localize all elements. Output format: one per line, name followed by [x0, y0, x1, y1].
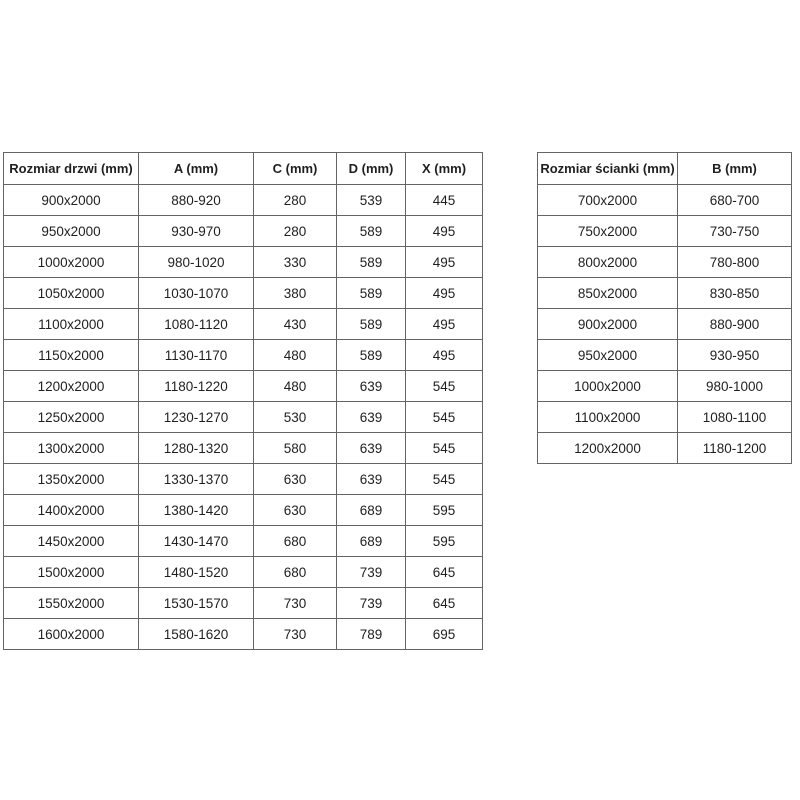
table-cell: 530	[254, 402, 337, 433]
table-row	[538, 216, 792, 247]
table-cell: 730	[254, 619, 337, 650]
table-cell: 1180-1200	[678, 433, 792, 464]
table-cell: 639	[337, 464, 406, 495]
table-cell: 595	[406, 526, 483, 557]
table-row	[538, 371, 792, 402]
table-cell: 589	[337, 247, 406, 278]
table-cell: 580	[254, 433, 337, 464]
table-cell: 495	[406, 309, 483, 340]
table-cell: 495	[406, 247, 483, 278]
table-cell: 789	[337, 619, 406, 650]
table-cell: 380	[254, 278, 337, 309]
table-cell: 589	[337, 216, 406, 247]
table-cell: 880-920	[139, 185, 254, 216]
table-row	[4, 309, 483, 340]
table-row	[4, 185, 483, 216]
table-cell: 589	[337, 278, 406, 309]
table-cell: 780-800	[678, 247, 792, 278]
table-cell: 930-970	[139, 216, 254, 247]
table-cell: 700x2000	[538, 185, 678, 216]
wall-size-table	[537, 152, 792, 464]
column-header: A (mm)	[139, 153, 254, 185]
table-cell: 1300x2000	[4, 433, 139, 464]
table-cell: 739	[337, 557, 406, 588]
table-cell: 880-900	[678, 309, 792, 340]
table-cell: 1530-1570	[139, 588, 254, 619]
table-cell: 689	[337, 526, 406, 557]
table-cell: 980-1000	[678, 371, 792, 402]
table-cell: 480	[254, 371, 337, 402]
table-cell: 495	[406, 216, 483, 247]
table-row	[4, 216, 483, 247]
table-row	[4, 433, 483, 464]
table-cell: 1080-1100	[678, 402, 792, 433]
table-cell: 480	[254, 340, 337, 371]
table-cell: 1050x2000	[4, 278, 139, 309]
table-cell: 1400x2000	[4, 495, 139, 526]
table-cell: 1480-1520	[139, 557, 254, 588]
table-cell: 680	[254, 526, 337, 557]
table-row	[538, 402, 792, 433]
wall-size-table-header-row	[538, 153, 792, 185]
table-cell: 1150x2000	[4, 340, 139, 371]
table-cell: 1000x2000	[4, 247, 139, 278]
column-header: Rozmiar drzwi (mm)	[4, 153, 139, 185]
table-cell: 589	[337, 309, 406, 340]
table-cell: 800x2000	[538, 247, 678, 278]
table-row	[4, 464, 483, 495]
table-cell: 930-950	[678, 340, 792, 371]
table-cell: 545	[406, 402, 483, 433]
table-cell: 589	[337, 340, 406, 371]
column-header: C (mm)	[254, 153, 337, 185]
table-cell: 545	[406, 464, 483, 495]
table-cell: 1500x2000	[4, 557, 139, 588]
table-cell: 950x2000	[538, 340, 678, 371]
table-cell: 1350x2000	[4, 464, 139, 495]
table-cell: 430	[254, 309, 337, 340]
table-cell: 1450x2000	[4, 526, 139, 557]
table-cell: 1430-1470	[139, 526, 254, 557]
table-cell: 330	[254, 247, 337, 278]
table-row	[4, 247, 483, 278]
table-row	[4, 526, 483, 557]
table-row	[538, 247, 792, 278]
table-cell: 1100x2000	[538, 402, 678, 433]
door-size-table	[3, 152, 483, 650]
table-cell: 1230-1270	[139, 402, 254, 433]
column-header: X (mm)	[406, 153, 483, 185]
table-cell: 1100x2000	[4, 309, 139, 340]
table-cell: 1080-1120	[139, 309, 254, 340]
table-row	[538, 185, 792, 216]
table-cell: 1180-1220	[139, 371, 254, 402]
table-cell: 1030-1070	[139, 278, 254, 309]
column-header: Rozmiar ścianki (mm)	[538, 153, 678, 185]
table-cell: 539	[337, 185, 406, 216]
door-size-table-header-row	[4, 153, 483, 185]
table-cell: 495	[406, 340, 483, 371]
table-cell: 900x2000	[4, 185, 139, 216]
table-cell: 689	[337, 495, 406, 526]
table-cell: 1000x2000	[538, 371, 678, 402]
column-header: B (mm)	[678, 153, 792, 185]
table-row	[4, 371, 483, 402]
table-cell: 1200x2000	[538, 433, 678, 464]
table-cell: 645	[406, 557, 483, 588]
table-row	[4, 557, 483, 588]
table-cell: 445	[406, 185, 483, 216]
table-cell: 639	[337, 371, 406, 402]
table-cell: 730-750	[678, 216, 792, 247]
table-row	[4, 340, 483, 371]
table-cell: 1280-1320	[139, 433, 254, 464]
table-cell: 730	[254, 588, 337, 619]
table-cell: 1330-1370	[139, 464, 254, 495]
table-cell: 595	[406, 495, 483, 526]
table-cell: 639	[337, 433, 406, 464]
table-cell: 1380-1420	[139, 495, 254, 526]
table-row	[538, 433, 792, 464]
table-cell: 980-1020	[139, 247, 254, 278]
column-header: D (mm)	[337, 153, 406, 185]
table-cell: 630	[254, 464, 337, 495]
table-cell: 830-850	[678, 278, 792, 309]
table-cell: 545	[406, 433, 483, 464]
table-cell: 900x2000	[538, 309, 678, 340]
table-cell: 695	[406, 619, 483, 650]
table-cell: 1250x2000	[4, 402, 139, 433]
table-cell: 1580-1620	[139, 619, 254, 650]
table-cell: 850x2000	[538, 278, 678, 309]
table-cell: 280	[254, 185, 337, 216]
table-cell: 1130-1170	[139, 340, 254, 371]
table-cell: 639	[337, 402, 406, 433]
table-cell: 680-700	[678, 185, 792, 216]
table-row	[4, 495, 483, 526]
table-row	[4, 278, 483, 309]
table-row	[538, 278, 792, 309]
table-cell: 750x2000	[538, 216, 678, 247]
table-row	[4, 588, 483, 619]
table-row	[4, 619, 483, 650]
table-cell: 739	[337, 588, 406, 619]
table-cell: 1200x2000	[4, 371, 139, 402]
table-cell: 495	[406, 278, 483, 309]
table-cell: 1600x2000	[4, 619, 139, 650]
table-cell: 645	[406, 588, 483, 619]
table-cell: 1550x2000	[4, 588, 139, 619]
table-cell: 630	[254, 495, 337, 526]
table-cell: 545	[406, 371, 483, 402]
table-cell: 950x2000	[4, 216, 139, 247]
table-cell: 280	[254, 216, 337, 247]
table-cell: 680	[254, 557, 337, 588]
table-row	[538, 309, 792, 340]
table-row	[4, 402, 483, 433]
table-row	[538, 340, 792, 371]
